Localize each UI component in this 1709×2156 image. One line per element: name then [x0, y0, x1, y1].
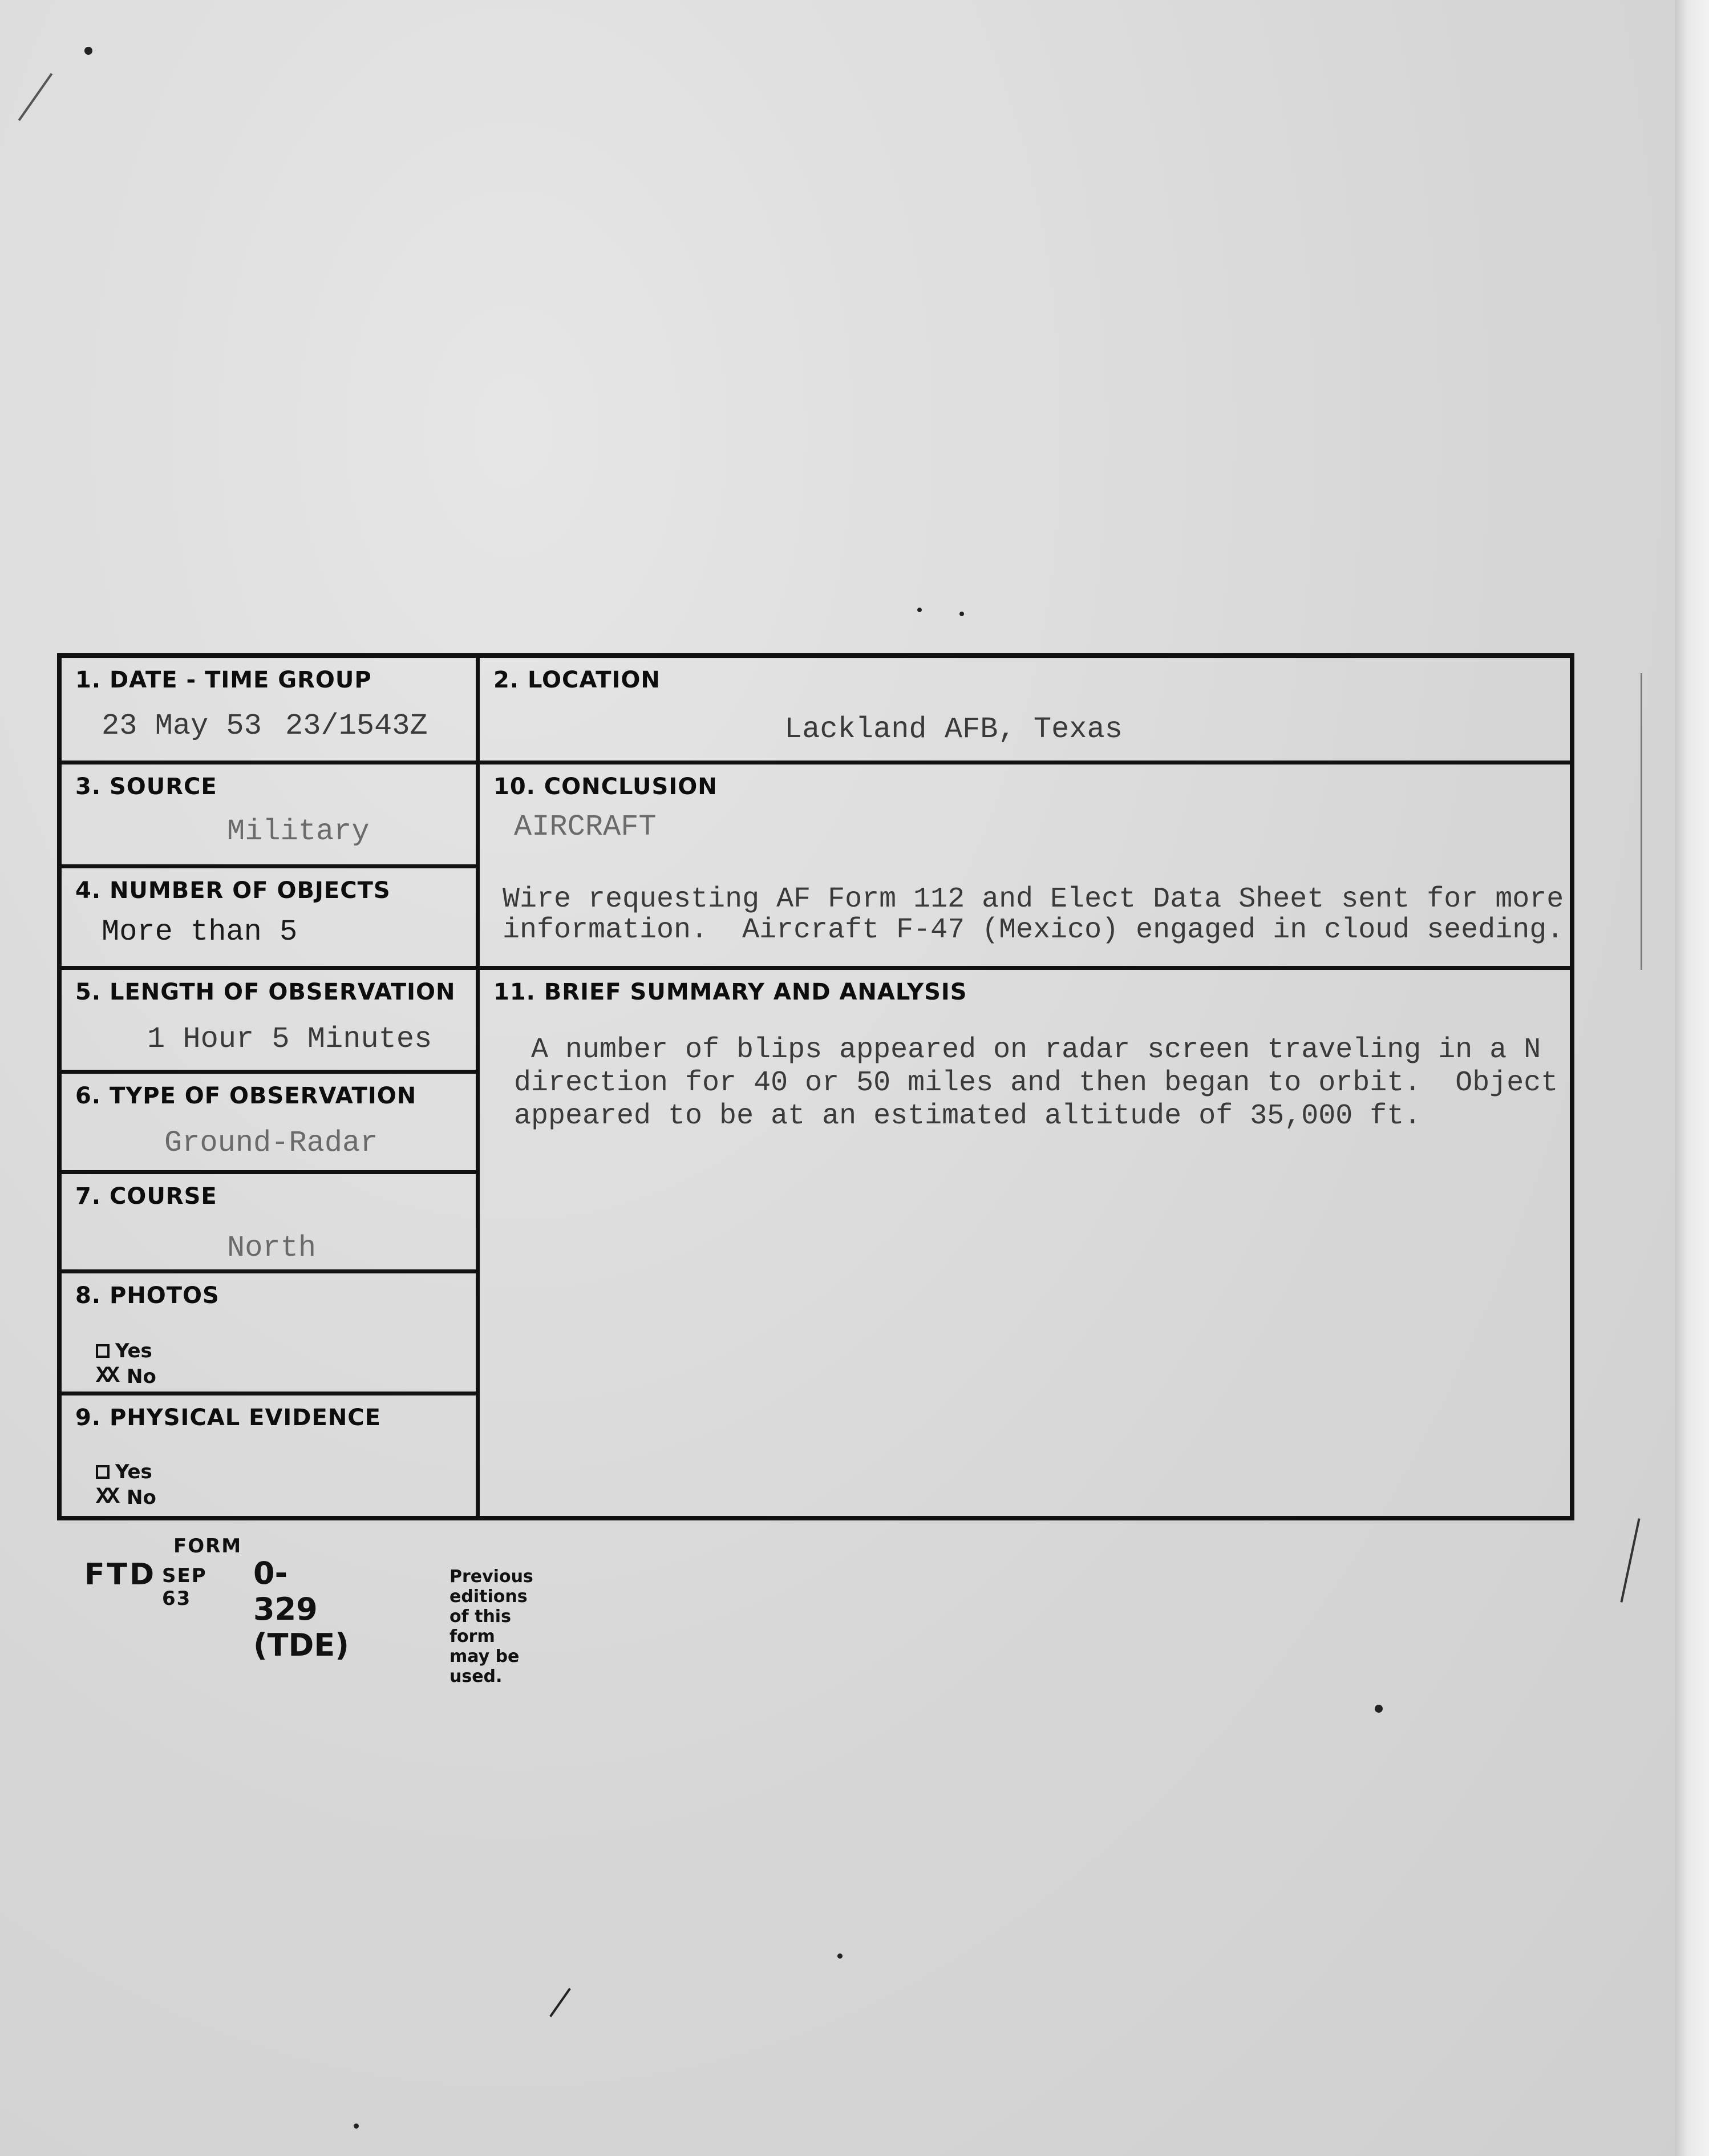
physical-evidence-no-label: No	[127, 1486, 156, 1509]
conclusion-note-line1: Wire requesting AF Form 112 and Elect Data Sheet sent for more	[503, 883, 1564, 916]
speck-mark	[84, 47, 92, 55]
type-of-observation-cell	[62, 1074, 476, 1170]
date-time-group-label: 1. DATE - TIME GROUP	[75, 667, 372, 693]
physical-evidence-yes-label: Yes	[115, 1461, 152, 1483]
footer-form-number: 0-329 (TDE)	[253, 1555, 349, 1663]
location-label: 2. LOCATION	[493, 667, 661, 693]
sighting-time: 23/1543Z	[285, 709, 428, 743]
conclusion-value: AIRCRAFT	[514, 810, 657, 844]
length-of-observation-cell	[62, 970, 476, 1070]
row-divider	[62, 1392, 478, 1395]
photos-no-mark[interactable]: XX	[96, 1364, 117, 1389]
column-divider	[476, 658, 480, 1516]
footer-form-word: FORM	[173, 1535, 242, 1558]
number-of-objects-cell	[62, 868, 476, 966]
row-divider	[62, 864, 478, 868]
length-of-observation-label: 5. LENGTH OF OBSERVATION	[75, 979, 456, 1005]
sighting-date: 23 May 53	[102, 709, 262, 743]
physical-evidence-yes-checkbox[interactable]	[96, 1465, 110, 1479]
length-of-observation-value: 1 Hour 5 Minutes	[147, 1022, 432, 1056]
row-divider	[62, 1070, 478, 1074]
conclusion-note-line2: information. Aircraft F-47 (Mexico) engaged in cloud seeding.	[503, 914, 1564, 946]
type-of-observation-label: 6. TYPE OF OBSERVATION	[75, 1083, 417, 1109]
photos-yes-checkbox[interactable]	[96, 1344, 110, 1358]
page-edge-shadow	[1675, 0, 1709, 2156]
physical-evidence-cell	[62, 1395, 476, 1516]
type-of-observation-value: Ground-Radar	[164, 1126, 378, 1160]
number-of-objects-value: More than 5	[102, 915, 298, 949]
source-label: 3. SOURCE	[75, 774, 217, 800]
scratch-mark	[1641, 673, 1642, 970]
speck-mark	[917, 608, 922, 612]
source-value: Military	[227, 815, 370, 848]
row-divider	[62, 1269, 478, 1273]
photos-yes-option[interactable]	[96, 1340, 152, 1362]
summary-label: 11. BRIEF SUMMARY AND ANALYSIS	[493, 979, 967, 1005]
speck-mark	[959, 612, 964, 616]
footer-note: Previous editions of this form may be used.	[449, 1567, 533, 1686]
photos-cell	[62, 1273, 476, 1392]
course-cell	[62, 1174, 476, 1269]
photos-yes-label: Yes	[115, 1340, 152, 1362]
scratch-mark	[1620, 1518, 1640, 1603]
location-value: Lackland AFB, Texas	[784, 713, 1123, 746]
summary-line1: A number of blips appeared on radar screen traveling in a N	[531, 1034, 1541, 1066]
photos-no-option[interactable]	[96, 1364, 156, 1389]
footer-date: SEP 63	[162, 1564, 207, 1610]
conclusion-cell	[480, 764, 1569, 966]
location-cell	[480, 658, 1569, 761]
summary-line2: direction for 40 or 50 miles and then began to orbit. Object	[514, 1067, 1558, 1099]
conclusion-label: 10. CONCLUSION	[493, 774, 718, 800]
physical-evidence-yes-option[interactable]	[96, 1461, 152, 1483]
course-label: 7. COURSE	[75, 1183, 217, 1210]
source-cell	[62, 764, 476, 864]
row-divider	[62, 966, 1573, 970]
speck-mark	[1375, 1705, 1383, 1713]
summary-cell	[480, 970, 1569, 1516]
number-of-objects-label: 4. NUMBER OF OBJECTS	[75, 877, 391, 904]
row-divider	[62, 1170, 478, 1174]
footer-ftd: FTD	[84, 1558, 157, 1592]
physical-evidence-no-option[interactable]	[96, 1484, 156, 1510]
speck-mark	[354, 2123, 359, 2129]
physical-evidence-no-mark[interactable]: XX	[96, 1484, 117, 1510]
physical-evidence-label: 9. PHYSICAL EVIDENCE	[75, 1405, 381, 1431]
photos-label: 8. PHOTOS	[75, 1283, 220, 1309]
row-divider	[62, 761, 1573, 764]
scratch-mark	[549, 1988, 571, 2017]
scratch-mark	[18, 73, 53, 121]
summary-line3: appeared to be at an estimated altitude of 35,000 ft.	[514, 1100, 1422, 1132]
speck-mark	[837, 1953, 843, 1959]
sighting-report-form	[57, 653, 1574, 1520]
course-value: North	[227, 1231, 317, 1265]
photos-no-label: No	[127, 1365, 156, 1388]
date-time-group-cell	[62, 658, 476, 761]
